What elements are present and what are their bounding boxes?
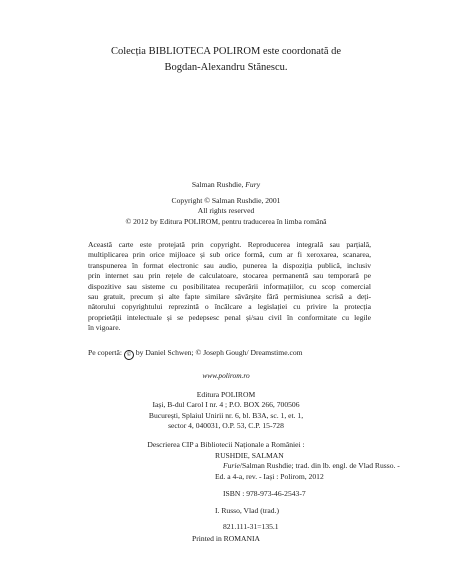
- original-title-text: Fury: [245, 180, 261, 189]
- collection-line-1: Colecția BIBLIOTECA POLIROM este coordonată de: [110, 46, 342, 57]
- publisher-name: Editura POLIROM: [196, 390, 256, 399]
- cip-isbn: ISBN : 978-973-46-2543-7: [223, 489, 306, 499]
- cip-translator: I. Russo, Vlad (trad.): [215, 505, 279, 515]
- copyright-block: [0, 196, 452, 227]
- legal-line-3: transpunerea în format electronic sau audio, punerea la dispoziția publică, inclusiv: [88, 260, 371, 270]
- copyright-line-1: Copyright © Salman Rushdie, 2001: [171, 196, 281, 205]
- copyright-line-2: All rights reserved: [197, 206, 255, 216]
- legal-line-6: sau gratuit, precum și alte fapte similare săvârșite fără permisiunea scrisă a deți-: [88, 292, 371, 302]
- legal-line-8: proprietății intelectuale și se pedepsesc penal și/sau civil în conformitate cu legile: [88, 312, 371, 322]
- cover-credit: [88, 348, 378, 360]
- printed-in: Printed in ROMANIA: [192, 534, 260, 543]
- copyleft-icon: ©: [124, 350, 134, 360]
- cip-classification: 821.111-31=135.1: [223, 522, 279, 532]
- original-title: [0, 180, 452, 190]
- cip-description: /Salman Rushdie; trad. din lb. engl. de Vlad Russo. -: [239, 461, 400, 471]
- cover-label: Pe copertă:: [88, 348, 122, 357]
- cip-title: Furie: [223, 461, 240, 471]
- publisher-block: [0, 390, 452, 432]
- cip-title-line: [186, 461, 400, 471]
- cip-record: [186, 451, 400, 532]
- cip-author: RUSHDIE, SALMAN: [215, 451, 284, 460]
- cip-edition: Ed. a 4-a, rev. - Iași : Polirom, 2012: [215, 471, 324, 481]
- legal-notice: [88, 240, 371, 334]
- publisher-address-1: Iași, B-dul Carol I nr. 4 ; P.O. BOX 266, 700506: [152, 400, 300, 410]
- legal-line-1: Această carte este protejată prin copyright. Reproducerea integrală sau parțială,: [88, 240, 371, 249]
- legal-line-2: multiplicarea prin orice mijloace și sub orice formă, cum ar fi xeroxarea, scanarea,: [88, 250, 371, 260]
- legal-line-5: dispozitive sau sisteme cu posibilitatea recuperării informațiilor, cu scop comercial: [88, 281, 371, 291]
- legal-line-7: nătorului copyrightului reprezintă o încălcare a legislației cu privire la protecția: [88, 302, 371, 312]
- copyright-line-3: © 2012 by Editura POLIROM, pentru traducerea în limba română: [125, 216, 327, 226]
- publisher-address-3: sector 4, 040031, O.P. 53, C.P. 15-728: [168, 421, 284, 431]
- legal-line-4: prin internet sau prin rețele de calculatoare, stocarea permanentă sau temporară pe: [88, 271, 371, 281]
- cover-credit-text: by Daniel Schwen; © Joseph Gough/ Dreamstime.com: [135, 348, 303, 357]
- original-author: Salman Rushdie,: [191, 180, 244, 189]
- publisher-website: www.polirom.ro: [202, 371, 250, 380]
- collection-note: [0, 44, 452, 76]
- collection-line-2: Bogdan-Alexandru Stănescu.: [164, 62, 288, 73]
- cip-heading: Descrierea CIP a Bibliotecii Naționale a României :: [147, 440, 305, 449]
- legal-line-9: în vigoare.: [88, 323, 121, 333]
- publisher-address-2: București, Splaiul Unirii nr. 6, bl. B3A, sc. 1, et. 1,: [148, 410, 304, 420]
